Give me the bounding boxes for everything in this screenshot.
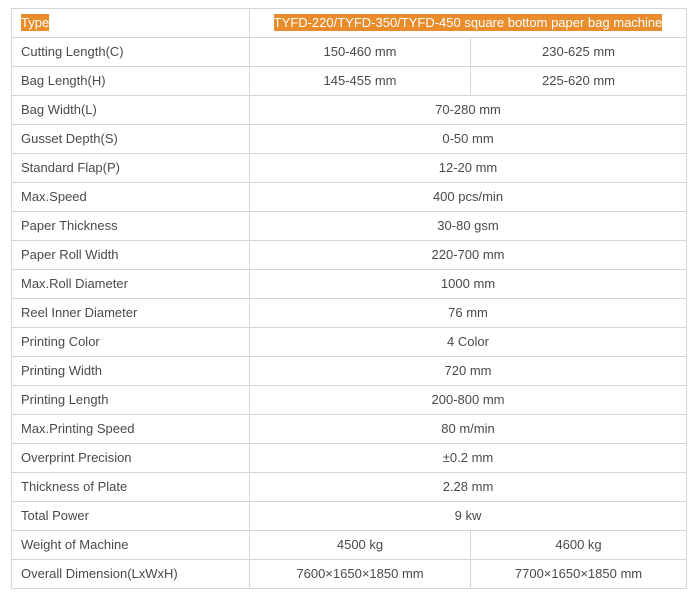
row-label: Overprint Precision [12, 444, 250, 473]
table-row [12, 241, 687, 270]
row-value: 225-620 mm [471, 67, 687, 96]
row-value: 2.28 mm [250, 473, 687, 502]
table-row [12, 357, 687, 386]
row-label: Printing Width [12, 357, 250, 386]
row-label: Printing Length [12, 386, 250, 415]
header-label: Type [21, 15, 50, 30]
header-value: TYFD-220/TYFD-350/TYFD-450 square bottom paper bag machine [273, 15, 663, 30]
table-row [12, 328, 687, 357]
table-row [12, 299, 687, 328]
row-label: Bag Width(L) [12, 96, 250, 125]
table-row [12, 502, 687, 531]
header-value-cell [250, 9, 687, 38]
table-row [12, 531, 687, 560]
row-value: 720 mm [250, 357, 687, 386]
row-label: Max.Printing Speed [12, 415, 250, 444]
row-label: Max.Speed [12, 183, 250, 212]
table-row [12, 386, 687, 415]
row-label: Cutting Length(C) [12, 38, 250, 67]
row-value: 230-625 mm [471, 38, 687, 67]
row-value: 30-80 gsm [250, 212, 687, 241]
row-label: Printing Color [12, 328, 250, 357]
table-row [12, 67, 687, 96]
row-label: Reel Inner Diameter [12, 299, 250, 328]
row-value: 145-455 mm [250, 67, 471, 96]
row-value: 76 mm [250, 299, 687, 328]
row-value: 4500 kg [250, 531, 471, 560]
table-row [12, 560, 687, 589]
row-value: 1000 mm [250, 270, 687, 299]
row-value: 80 m/min [250, 415, 687, 444]
row-label: Paper Thickness [12, 212, 250, 241]
row-label: Total Power [12, 502, 250, 531]
row-label: Paper Roll Width [12, 241, 250, 270]
row-value: 400 pcs/min [250, 183, 687, 212]
row-value: 70-280 mm [250, 96, 687, 125]
row-value: 9 kw [250, 502, 687, 531]
row-value: 7600×1650×1850 mm [250, 560, 471, 589]
spec-table [11, 8, 687, 589]
table-row [12, 444, 687, 473]
table-row [12, 270, 687, 299]
spec-table-body [12, 9, 687, 589]
row-label: Thickness of Plate [12, 473, 250, 502]
row-value: ±0.2 mm [250, 444, 687, 473]
row-label: Weight of Machine [12, 531, 250, 560]
row-value: 150-460 mm [250, 38, 471, 67]
row-value: 0-50 mm [250, 125, 687, 154]
row-value: 7700×1650×1850 mm [471, 560, 687, 589]
table-row [12, 415, 687, 444]
row-label: Bag Length(H) [12, 67, 250, 96]
table-row [12, 212, 687, 241]
row-label: Standard Flap(P) [12, 154, 250, 183]
table-row [12, 38, 687, 67]
row-label: Max.Roll Diameter [12, 270, 250, 299]
table-row [12, 473, 687, 502]
table-row [12, 183, 687, 212]
table-row [12, 154, 687, 183]
row-value: 12-20 mm [250, 154, 687, 183]
row-value: 4600 kg [471, 531, 687, 560]
table-row [12, 125, 687, 154]
row-value: 4 Color [250, 328, 687, 357]
header-label-cell [12, 9, 250, 38]
row-label: Overall Dimension(LxWxH) [12, 560, 250, 589]
table-row [12, 96, 687, 125]
row-value: 220-700 mm [250, 241, 687, 270]
row-value: 200-800 mm [250, 386, 687, 415]
row-label: Gusset Depth(S) [12, 125, 250, 154]
header-row [12, 9, 687, 38]
